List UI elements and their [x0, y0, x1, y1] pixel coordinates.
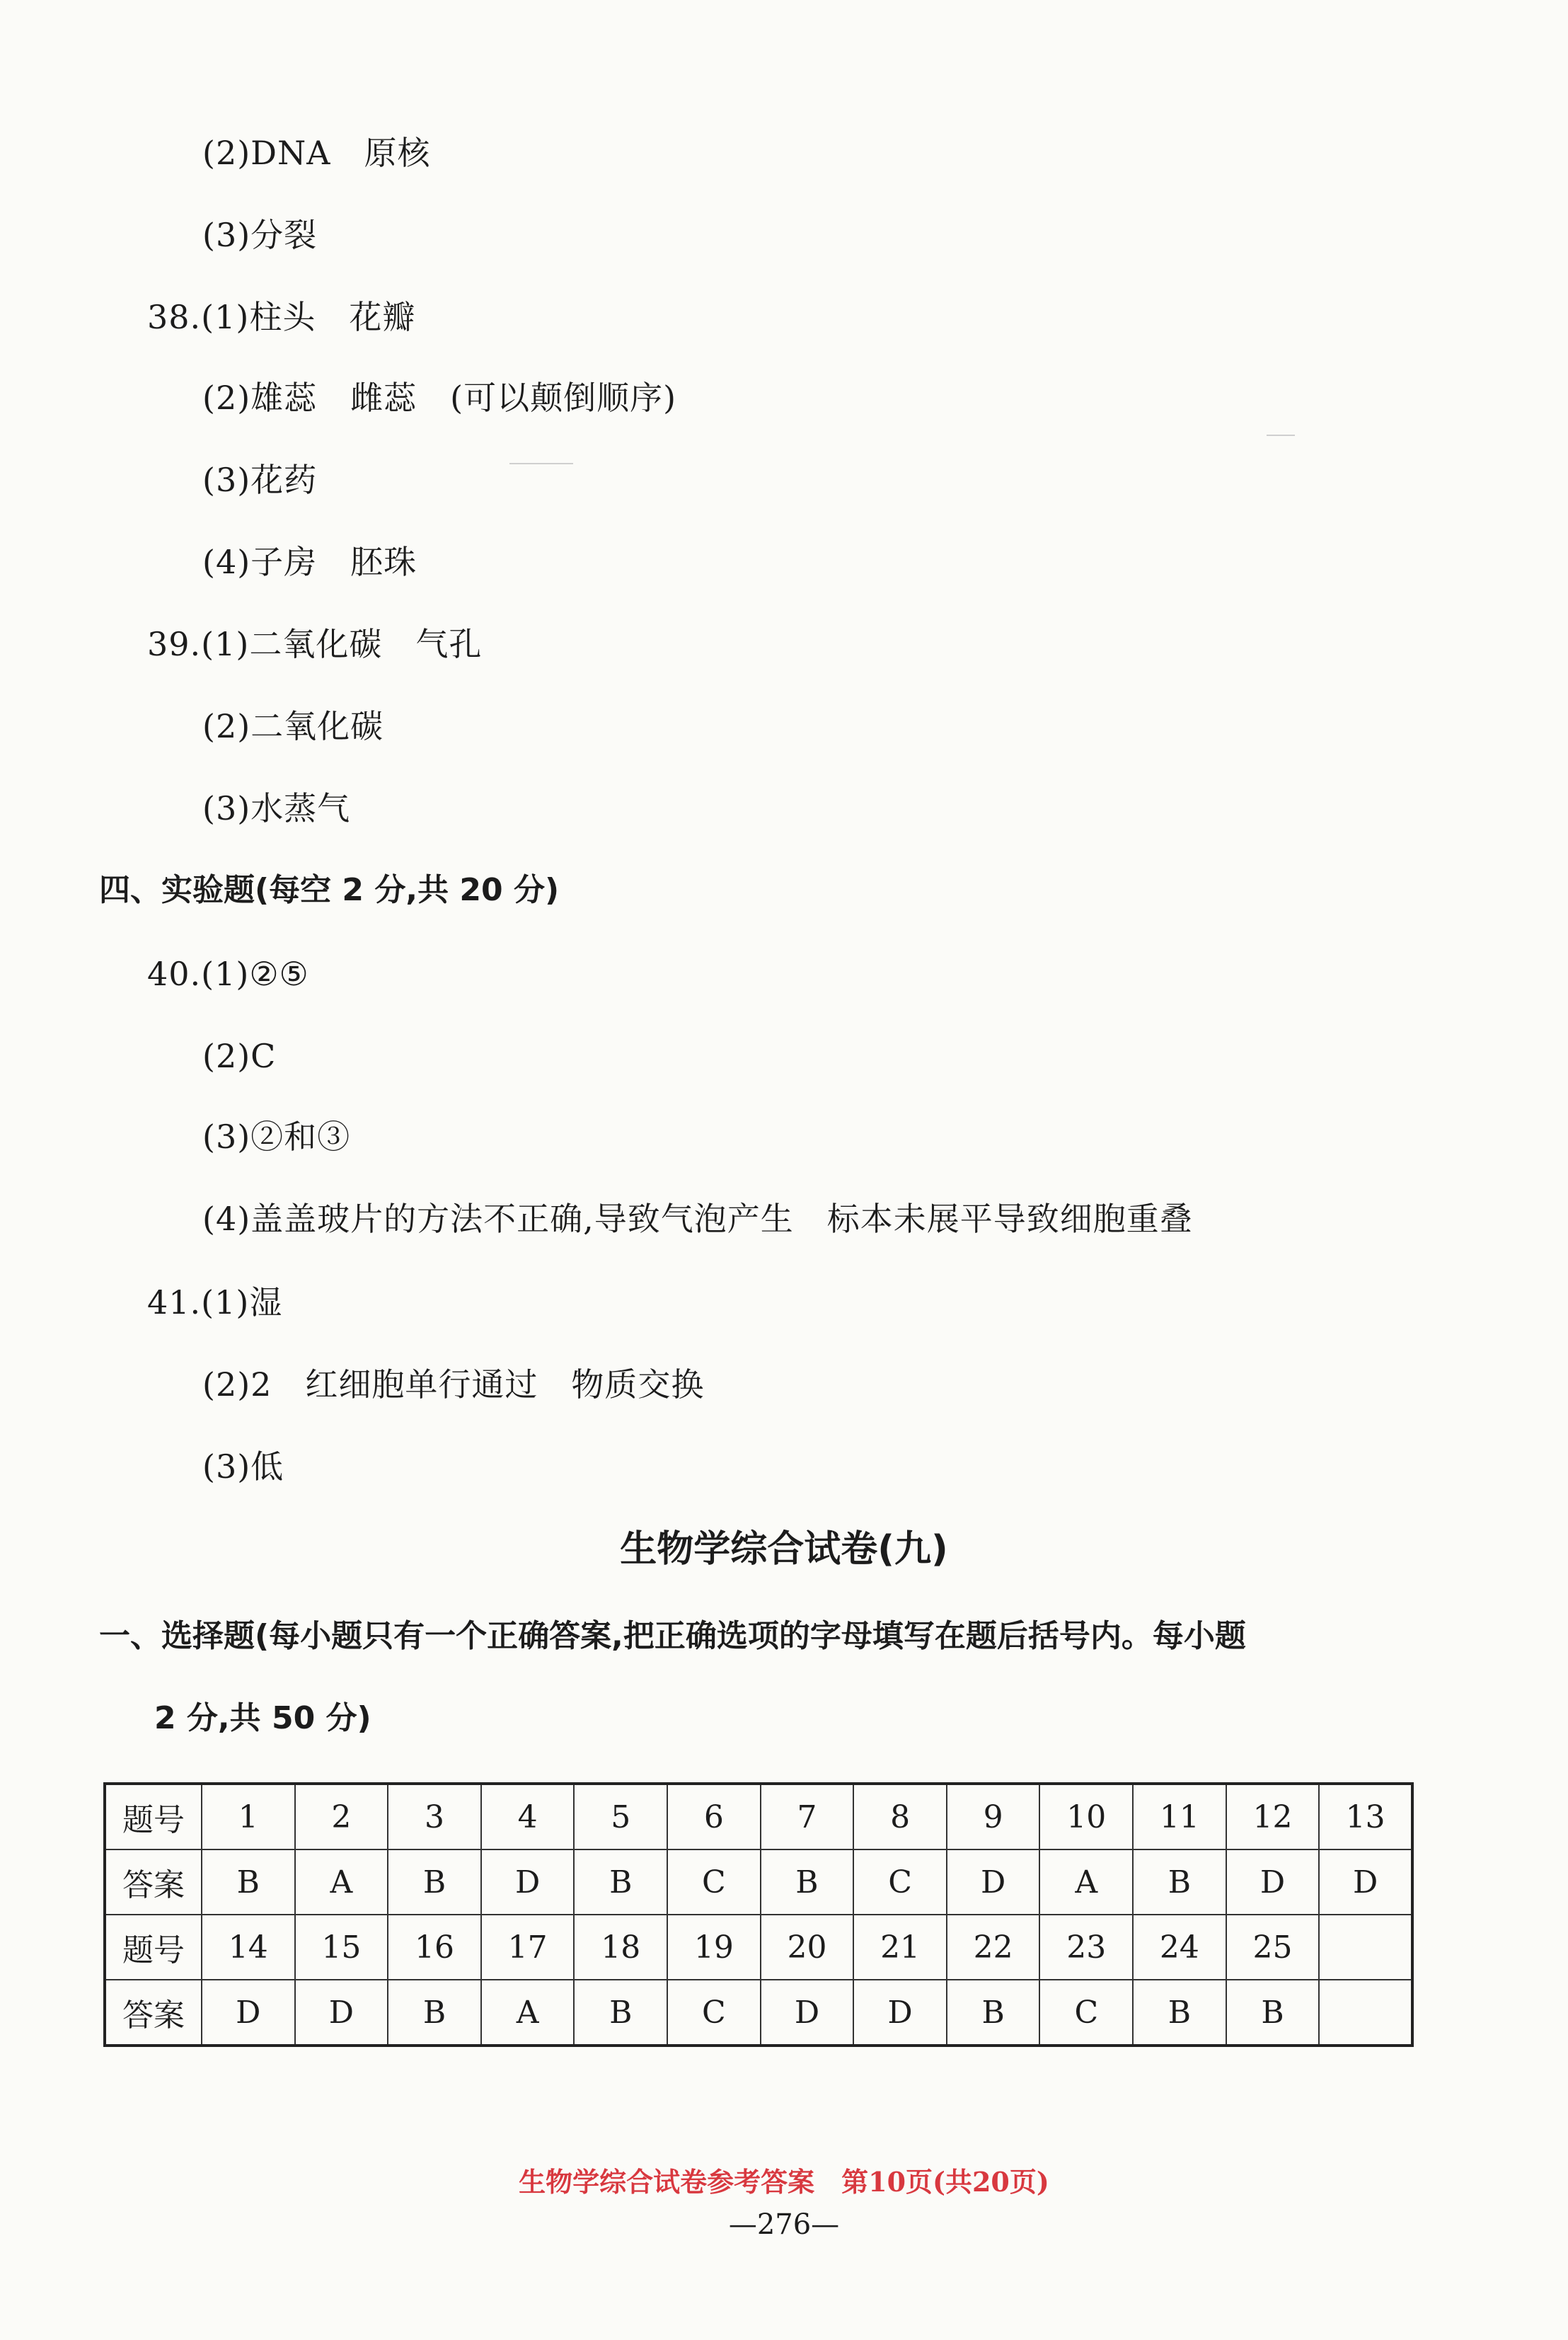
scan-mark: [509, 463, 573, 464]
table-cell: B: [388, 1980, 481, 2046]
answer-line: (4)子房 胚珠: [202, 543, 417, 581]
table-cell: D: [202, 1980, 295, 2046]
table-row-header: 题号: [105, 1784, 202, 1849]
table-row: [105, 1980, 1412, 2046]
table-cell: D: [853, 1980, 947, 2046]
table-cell: 12: [1226, 1784, 1320, 1849]
table-cell: 18: [574, 1915, 667, 1980]
table-cell: 9: [947, 1784, 1040, 1849]
table-cell: C: [667, 1849, 761, 1915]
table-row: [105, 1849, 1412, 1915]
answer-line: 39.(1)二氧化碳 气孔: [147, 625, 483, 663]
table-cell: 15: [295, 1915, 388, 1980]
table-cell: 16: [388, 1915, 481, 1980]
table-cell: 11: [1133, 1784, 1226, 1849]
table-cell: 1: [202, 1784, 295, 1849]
table-cell: [1319, 1915, 1412, 1980]
answer-table: [103, 1782, 1414, 2047]
table-cell: 24: [1133, 1915, 1226, 1980]
table-cell: C: [853, 1849, 947, 1915]
table-cell: 5: [574, 1784, 667, 1849]
table-cell: 20: [761, 1915, 854, 1980]
answer-line: (2)C: [202, 1037, 277, 1075]
table-cell: D: [761, 1980, 854, 2046]
answer-line: (2)雄蕊 雌蕊 (可以颠倒顺序): [202, 379, 677, 417]
table-cell: A: [295, 1849, 388, 1915]
table-cell: C: [1039, 1980, 1133, 2046]
answer-line: (3)低: [202, 1447, 284, 1486]
answer-line: 41.(1)湿: [147, 1283, 283, 1321]
table-cell: 21: [853, 1915, 947, 1980]
table-cell: B: [1133, 1849, 1226, 1915]
table-cell: B: [574, 1849, 667, 1915]
table-cell: B: [761, 1849, 854, 1915]
table-row: [105, 1784, 1412, 1849]
table-cell: 6: [667, 1784, 761, 1849]
table-cell: B: [947, 1980, 1040, 2046]
table-cell: 8: [853, 1784, 947, 1849]
table-cell: 13: [1319, 1784, 1412, 1849]
table-cell: 10: [1039, 1784, 1133, 1849]
page-footer: 生物学综合试卷参考答案 第10页(共20页): [519, 2166, 1049, 2198]
answer-line: 40.(1)②⑤: [147, 955, 309, 993]
table-row-header: 答案: [105, 1849, 202, 1915]
table-cell: 22: [947, 1915, 1040, 1980]
table-cell: B: [388, 1849, 481, 1915]
answer-line: (4)盖盖玻片的方法不正确,导致气泡产生 标本未展平导致细胞重叠: [202, 1200, 1193, 1238]
answer-line: (3)水蒸气: [202, 789, 351, 827]
table-cell: 19: [667, 1915, 761, 1980]
section-heading-choice-cont: 2 分,共 50 分): [154, 1700, 371, 1736]
table-cell: B: [202, 1849, 295, 1915]
table-cell: D: [947, 1849, 1040, 1915]
table-cell: D: [481, 1849, 575, 1915]
table-cell: D: [295, 1980, 388, 2046]
table-cell: 7: [761, 1784, 854, 1849]
table-cell: B: [1226, 1980, 1320, 2046]
answer-line: 38.(1)柱头 花瓣: [147, 298, 416, 336]
answer-line: (3)花药: [202, 461, 318, 499]
table-cell: [1319, 1980, 1412, 2046]
paper-title: 生物学综合试卷(九): [620, 1528, 948, 1571]
table-cell: 3: [388, 1784, 481, 1849]
table-cell: A: [481, 1980, 575, 2046]
page-number: —276—: [728, 2208, 840, 2241]
scan-mark: [1267, 435, 1295, 436]
answer-line: (3)②和③: [202, 1118, 351, 1156]
table-row-header: 题号: [105, 1915, 202, 1980]
table-cell: D: [1319, 1849, 1412, 1915]
table-cell: D: [1226, 1849, 1320, 1915]
table-cell: C: [667, 1980, 761, 2046]
table-cell: 14: [202, 1915, 295, 1980]
table-cell: 25: [1226, 1915, 1320, 1980]
table-cell: 4: [481, 1784, 575, 1849]
table-cell: 17: [481, 1915, 575, 1980]
answer-line: (2)DNA 原核: [202, 134, 431, 172]
table-row: [105, 1915, 1412, 1980]
section-heading-experiment: 四、实验题(每空 2 分,共 20 分): [99, 872, 560, 908]
section-heading-choice: 一、选择题(每小题只有一个正确答案,把正确选项的字母填写在题后括号内。每小题: [99, 1618, 1246, 1654]
answer-line: (2)2 红细胞单行通过 物质交换: [202, 1365, 705, 1404]
table-cell: 23: [1039, 1915, 1133, 1980]
table-cell: B: [574, 1980, 667, 2046]
table-cell: 2: [295, 1784, 388, 1849]
table-row-header: 答案: [105, 1980, 202, 2046]
answer-line: (3)分裂: [202, 216, 318, 254]
table-cell: B: [1133, 1980, 1226, 2046]
answer-line: (2)二氧化碳: [202, 707, 384, 745]
table-cell: A: [1039, 1849, 1133, 1915]
